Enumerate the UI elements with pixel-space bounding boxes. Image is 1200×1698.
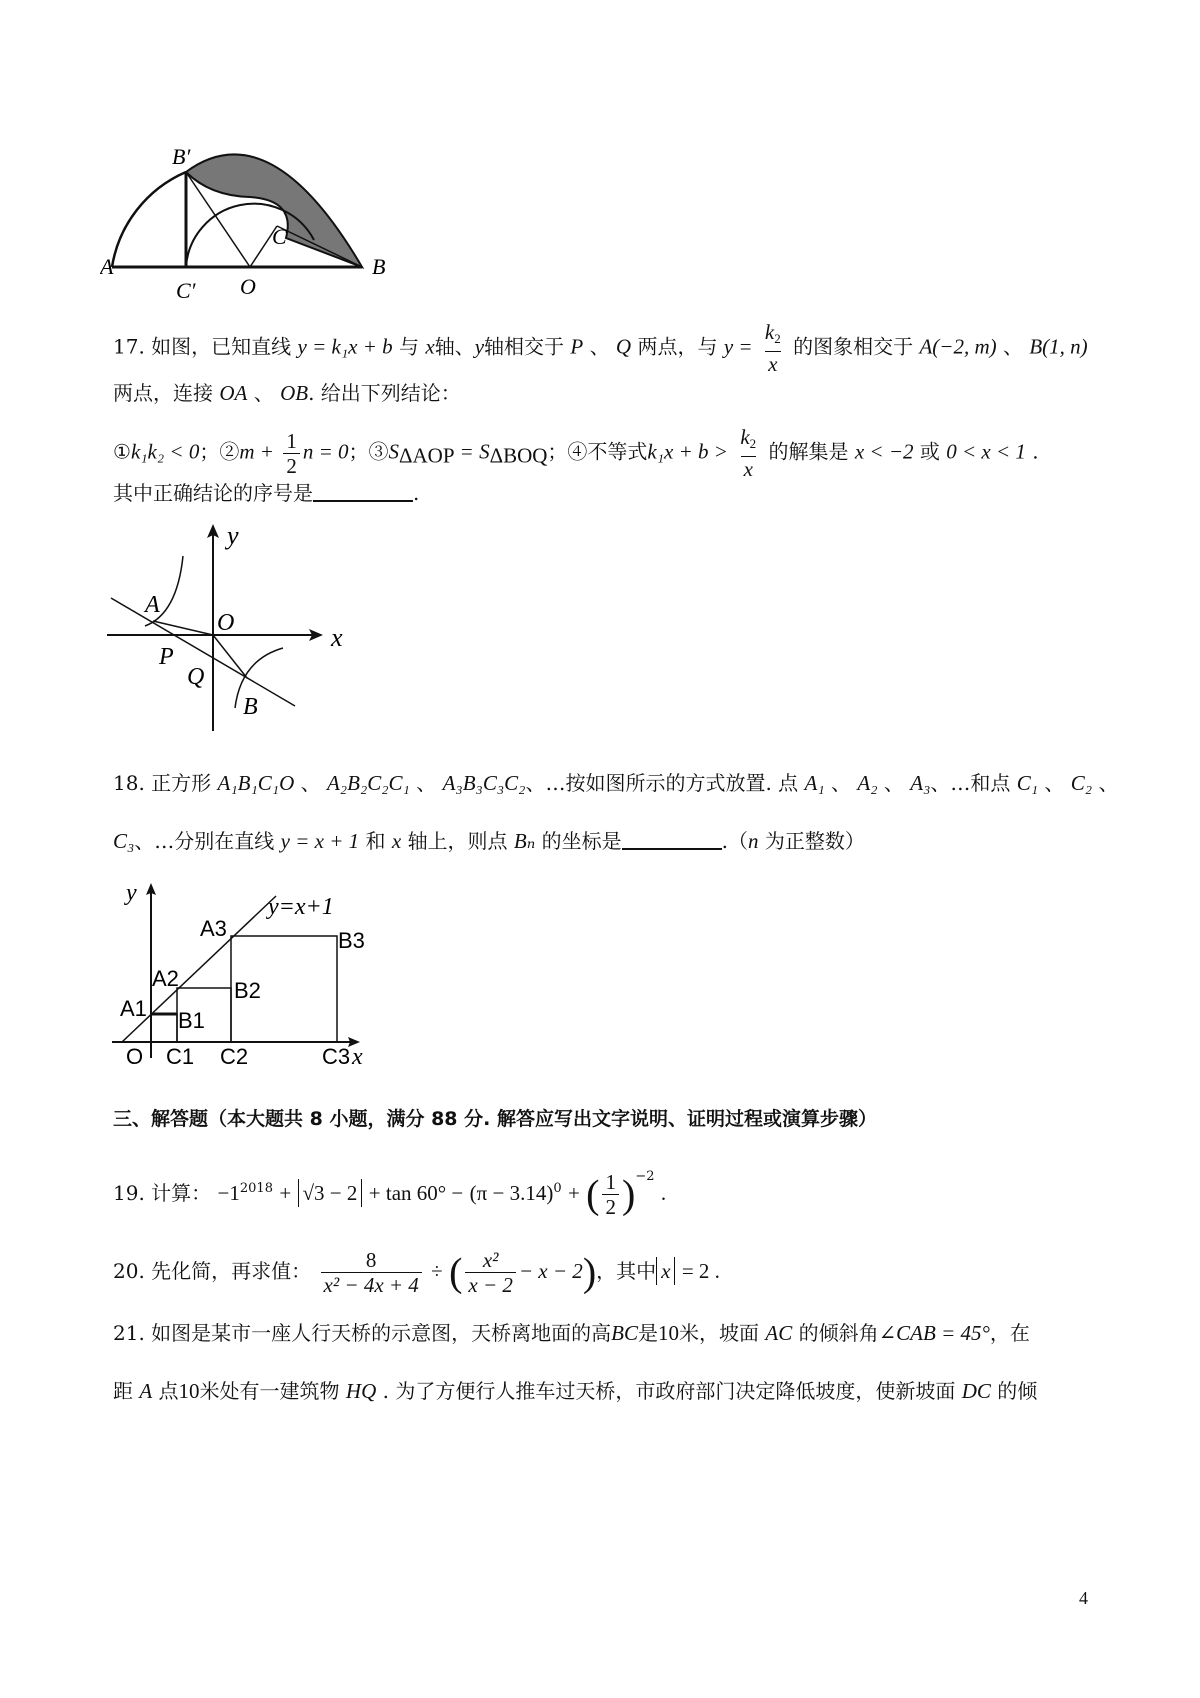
label-p: P xyxy=(159,644,174,670)
segment-dc: DC xyxy=(961,1379,991,1403)
q18-line1 xyxy=(113,768,1118,798)
q18-text: 轴上，则点 xyxy=(407,829,508,853)
number-10: 10 xyxy=(658,1321,680,1345)
q21-text: 距 xyxy=(113,1379,133,1403)
label-c3: C3 xyxy=(322,1044,351,1069)
term: − x − 2 xyxy=(518,1259,583,1283)
square-1 xyxy=(151,1014,177,1042)
label-y: y xyxy=(126,880,137,906)
q18-text: 、 xyxy=(300,771,321,795)
label-c2: C2 xyxy=(220,1044,249,1069)
q21-line1 xyxy=(113,1318,1030,1348)
q17-text: ； xyxy=(348,439,369,464)
q17-text: ； xyxy=(547,439,568,464)
left-paren: ( xyxy=(586,1171,600,1217)
angle-cab: ∠CAB = 45° xyxy=(878,1321,990,1345)
abs-inner: x xyxy=(661,1259,671,1283)
area-sub: ΔBOQ xyxy=(489,443,548,468)
figure-18 xyxy=(108,878,383,1078)
area-s: S xyxy=(479,439,490,464)
q18-text: .（ xyxy=(721,829,748,853)
term-2: + tan 60° − xyxy=(368,1181,464,1205)
q21-text: 米处有一建筑物 xyxy=(199,1379,340,1403)
segment-ac: AC xyxy=(765,1321,793,1345)
label-o: O xyxy=(126,1044,144,1069)
q20-number: 20. xyxy=(113,1259,145,1283)
x: x xyxy=(741,456,756,481)
exponent: 2018 xyxy=(239,1181,273,1196)
q18-var: n xyxy=(747,829,759,853)
q18-number: 18. xyxy=(113,771,145,795)
segment-hq: HQ xyxy=(345,1379,377,1403)
q17-text: 的解集是 xyxy=(768,439,849,464)
q17-text: . 给出下列结论： xyxy=(308,381,461,405)
q18-line2 xyxy=(113,826,865,856)
q19-number: 19. xyxy=(113,1181,145,1205)
segment-ob xyxy=(213,635,247,678)
q17-var: y xyxy=(474,334,485,359)
k: k xyxy=(740,425,750,449)
segment-ob: OB xyxy=(280,381,309,405)
q18-text: 和 xyxy=(365,829,386,853)
q19 xyxy=(113,1162,666,1219)
q21-number: 21. xyxy=(113,1321,145,1345)
label-q: Q xyxy=(187,664,205,690)
conclusion-3-label: ③ xyxy=(368,439,389,464)
equals: = xyxy=(460,439,473,464)
q18-var: x xyxy=(391,829,402,853)
label-x: x xyxy=(331,623,343,652)
q19-text: 计算： xyxy=(151,1181,212,1205)
abs-inner: √3 − 2 xyxy=(302,1181,358,1205)
x: x xyxy=(765,351,780,376)
q17-text: 两点，与 xyxy=(637,334,718,359)
conclusion-1-label: ① xyxy=(113,439,131,464)
q17-text: 、 xyxy=(253,381,274,405)
segment-oa: OA xyxy=(219,381,248,405)
q21-text: 点 xyxy=(158,1379,179,1403)
denominator: x² − 4x + 4 xyxy=(321,1272,422,1297)
denominator: x − 2 xyxy=(465,1272,516,1297)
q17-number: 17. xyxy=(113,334,145,359)
denominator: 2 xyxy=(602,1194,619,1219)
q17-text: 或 xyxy=(919,439,940,464)
area-s: S xyxy=(388,439,399,464)
q21-text: 的倾 xyxy=(997,1379,1038,1403)
q17-text: 的图象相交于 xyxy=(793,334,914,359)
right-paren: ) xyxy=(621,1171,636,1217)
line-equation: y = x + 1 xyxy=(280,829,360,853)
q21-text: 的倾斜角 xyxy=(798,1321,879,1345)
point-c3: C₃ xyxy=(113,829,135,853)
q17-var: Q xyxy=(615,334,632,359)
label-b-prime: B′ xyxy=(172,144,191,169)
fraction-one-half xyxy=(283,429,300,478)
q18-text: 、 xyxy=(416,771,437,795)
label-b3: B3 xyxy=(338,928,365,953)
figure-17 xyxy=(105,518,370,733)
plus: + xyxy=(567,1181,580,1205)
q18-text: 、…分别在直线 xyxy=(134,829,275,853)
segment-bc: BC xyxy=(611,1321,639,1345)
number-10: 10 xyxy=(178,1379,200,1403)
label-o: O xyxy=(217,610,235,636)
q17-text: 如图，已知直线 xyxy=(151,334,292,359)
point-a1: A₁ xyxy=(804,771,825,795)
q19-text: . xyxy=(660,1181,667,1205)
square-1: A₁B₁C₁O xyxy=(217,771,295,795)
label-c-prime: C′ xyxy=(176,278,196,303)
square-3: A₃B₃C₃C₂ xyxy=(442,771,526,795)
point-c1: C₁ xyxy=(1016,771,1039,795)
label-y: y xyxy=(227,521,239,550)
q17-text: 、 xyxy=(1002,334,1023,359)
q17-text: 、 xyxy=(589,334,610,359)
q18-text: 、…和点 xyxy=(930,771,1011,795)
conclusion-2: m + xyxy=(239,439,274,464)
absolute-value xyxy=(298,1179,363,1207)
k: k xyxy=(764,320,775,344)
q18-text: 、 xyxy=(883,771,904,795)
q17-line2 xyxy=(113,378,461,408)
label-a3: A3 xyxy=(200,916,227,941)
q17-text: 与 xyxy=(399,334,419,359)
q18-text: 为正整数） xyxy=(764,829,865,853)
fraction-one-half xyxy=(602,1170,619,1219)
q20-text: 先化简，再求值： xyxy=(151,1259,312,1283)
q20-text: = 2 . xyxy=(681,1259,720,1283)
left-paren: ( xyxy=(449,1249,463,1295)
section-heading: 三、解答题（本大题共 8 小题，满分 88 分. 解答应写出文字说明、证明过程或演算步骤） xyxy=(113,1108,877,1130)
plus: + xyxy=(279,1181,292,1205)
numerator: 1 xyxy=(286,428,297,453)
conclusion-2: n = 0 xyxy=(302,439,349,464)
q20 xyxy=(113,1248,720,1297)
q21-text: ，在 xyxy=(989,1321,1030,1345)
q21-text: . 为了方便行人推车过天桥，市政府部门决定降低坡度，使新坡面 xyxy=(382,1379,956,1403)
numerator: 8 xyxy=(365,1248,377,1272)
label-b: B xyxy=(243,694,258,720)
exponent: −2 xyxy=(635,1169,655,1184)
point-c2: C₂ xyxy=(1070,771,1093,795)
label-c1: C1 xyxy=(166,1044,195,1069)
q18-text: 、 xyxy=(831,771,852,795)
label-line-eq: y=x+1 xyxy=(268,894,334,920)
q17-line1 xyxy=(113,320,1088,376)
conclusion-1: k₁k₂ < 0 xyxy=(130,439,200,464)
point-bn: Bₙ xyxy=(513,829,536,853)
numerator: x² xyxy=(482,1248,499,1272)
exponent: 0 xyxy=(553,1181,562,1196)
q17-var: y = xyxy=(723,334,753,359)
page-number: 4 xyxy=(1079,1588,1088,1608)
answer-blank xyxy=(622,828,722,850)
label-o: O xyxy=(240,274,256,299)
conclusion-2-label: ② xyxy=(219,439,240,464)
q17-text: 轴、 xyxy=(434,334,475,359)
fraction-xsq-over-xm2 xyxy=(465,1248,516,1297)
solution-2: 0 < x < 1 xyxy=(946,439,1026,464)
label-x: x xyxy=(352,1044,363,1070)
fraction-k2-over-x: $\frac{k_2}{x}$ xyxy=(740,425,757,481)
q17-text: 其中正确结论的序号是 xyxy=(113,481,313,505)
q18-text: 、…按如图所示的方式放置. 点 xyxy=(525,771,799,795)
label-a1: A1 xyxy=(120,996,147,1021)
conclusion-4-label: ④不等式 xyxy=(567,439,648,464)
point-a3: A₃ xyxy=(910,771,931,795)
point-a2: A₂ xyxy=(857,771,878,795)
area-sub: ΔAOP xyxy=(398,443,455,468)
q21-text: 米，坡面 xyxy=(679,1321,760,1345)
term-1: −1 xyxy=(217,1181,240,1205)
fraction-8-over-quadratic xyxy=(321,1248,422,1297)
figure-16 xyxy=(100,140,430,310)
q17-var: P xyxy=(570,334,584,359)
term-3: (π − 3.14) xyxy=(469,1181,554,1205)
point-a: A(−2, m) xyxy=(919,334,997,359)
label-c: C xyxy=(272,224,287,249)
q17-text: ； xyxy=(199,439,220,464)
q17-text: . xyxy=(413,481,420,505)
q21-text: 如图是某市一座人行天桥的示意图，天桥离地面的高 xyxy=(151,1321,612,1345)
label-a2: A2 xyxy=(152,966,179,991)
label-b2: B2 xyxy=(234,978,261,1003)
absolute-value xyxy=(656,1257,675,1285)
q21-line2 xyxy=(113,1376,1037,1406)
q18-text: 的坐标是 xyxy=(541,829,622,853)
answer-blank xyxy=(313,480,413,502)
q18-text: 、 xyxy=(1098,771,1119,795)
outer-arc xyxy=(112,172,186,267)
q18-text: 、 xyxy=(1044,771,1065,795)
label-a: A xyxy=(100,254,114,279)
q17-text: . xyxy=(1032,439,1039,464)
conclusion-4: k₁x + b > xyxy=(647,439,728,464)
point-a: A xyxy=(139,1379,153,1403)
q20-text: ，其中 xyxy=(596,1259,657,1283)
fraction-k2-over-x: $\frac{k_2}{x}$ xyxy=(764,320,781,376)
q21-text: 是 xyxy=(638,1321,659,1345)
q17-var: x xyxy=(425,334,435,359)
q17-conclusions xyxy=(113,425,1039,481)
divide: ÷ xyxy=(431,1259,443,1283)
label-b: B xyxy=(372,254,386,279)
q17-text: 轴相交于 xyxy=(484,334,565,359)
solution-1: x < −2 xyxy=(854,439,914,464)
numerator: 1 xyxy=(605,1170,616,1194)
q17-text: 两点，连接 xyxy=(113,381,213,405)
point-b: B(1, n) xyxy=(1029,334,1088,359)
q17-line-equation: y = k₁x + b xyxy=(297,334,393,359)
q17-ask xyxy=(113,478,419,508)
q18-text: 正方形 xyxy=(151,771,212,795)
label-b1: B1 xyxy=(178,1008,205,1033)
label-a: A xyxy=(145,592,160,618)
right-paren: ) xyxy=(582,1249,597,1295)
denominator: 2 xyxy=(283,453,300,478)
square-2: A₂B₂C₂C₁ xyxy=(326,771,410,795)
